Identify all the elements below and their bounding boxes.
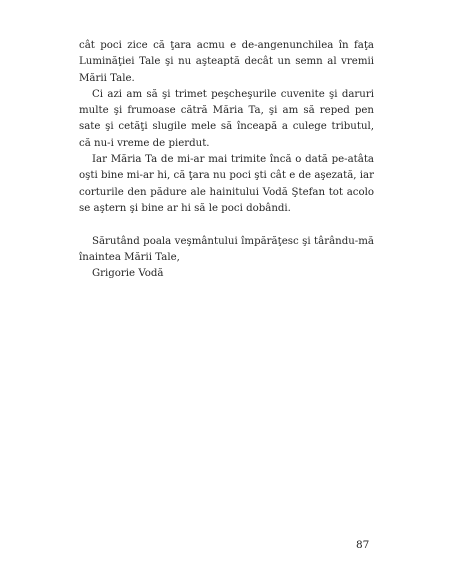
page-number: 87: [356, 539, 370, 551]
signature: Grigorie Vodă: [92, 268, 164, 280]
paragraph-3: Iar Măria Ta de mi-ar mai trimite încă o dată pe-atâta oşti bine mi-ar hi, că ţara nu poci şti cât e de aşezată, iar corturile den pădure ale hainitului Vodă Ştefan tot acolo se aştern şi bine ar hi să le poci dobândi.: [79, 154, 374, 214]
closing-line: Sărutând poala veşmântului împărăţesc şi târându-mă înaintea Mării Tale,: [79, 235, 374, 263]
paragraph-2: Ci azi am să şi trimet peşcheşurile cuvenite şi daruri multe şi frumoase cătră Măria Ta, şi am să reped pen sate şi cetăţi slugile mele să înceapă a culege tributul, că nu-i vreme de pierdut.: [79, 88, 374, 149]
paragraph-1: cât poci zice că ţara acmu e de-angenunchilea în faţa Luminăţiei Tale şi nu aşteaptă decât un semn al vremii Mării Tale.: [79, 40, 374, 84]
body-text: [79, 38, 374, 282]
